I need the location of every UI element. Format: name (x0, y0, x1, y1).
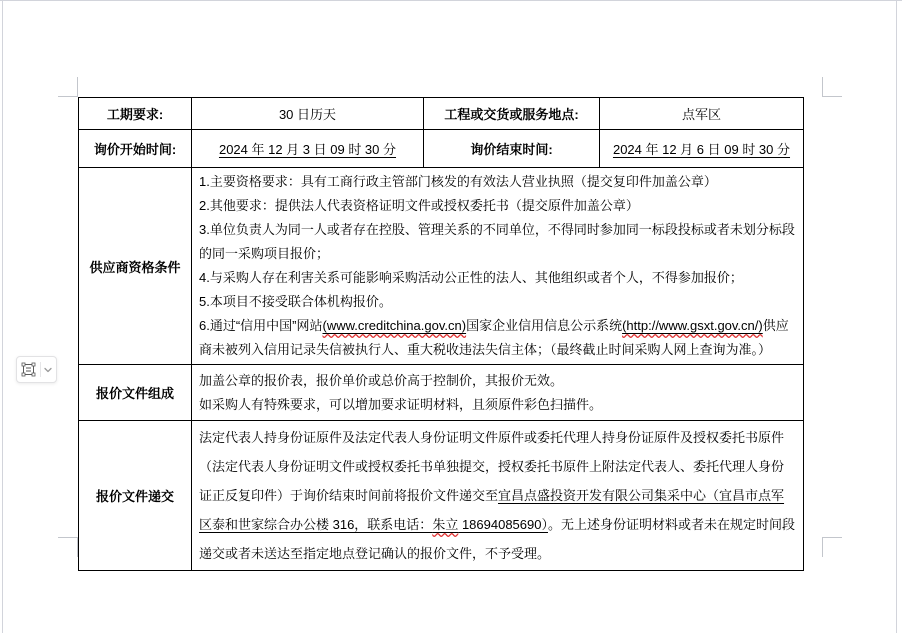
creditchina-url: (www.creditchina.gov.cn) (322, 318, 467, 333)
duration-value: 30 日历天 (192, 98, 424, 130)
qualification-item-5: 5.本项目不接受联合体机构报价。 (199, 294, 392, 309)
submission-content (192, 421, 804, 571)
creditchina-link (323, 318, 467, 333)
composition-label: 报价文件组成 (79, 365, 192, 421)
qualification-item-6 (199, 314, 796, 362)
qualification-item-1: 1.主要资格要求：具有工商行政主管部门核发的有效法人营业执照（提交复印件加盖公章） (199, 174, 717, 189)
qualification-item-2: 2.其他要求：提供法人代表资格证明文件或授权委托书（提交原件加盖公章） (199, 198, 639, 213)
location-label: 工程或交货或服务地点: (424, 98, 600, 130)
item6-middle: 国家企业信用信息公示系统 (466, 318, 623, 333)
inquiry-notice-table (78, 97, 804, 571)
inquiry-start-value (192, 130, 424, 168)
duration-label: 工期要求: (79, 98, 192, 130)
table-row (79, 421, 804, 571)
procurement-center-address: （宜昌市点军区泰和世家综合办公楼 316，联系电话： (199, 488, 785, 532)
text-boundary-mark-bottom-left (58, 537, 78, 557)
item6-suffix: 供应商未被列入信用记录失信被执行人、重大税收违法失信主体；（最终截止时间采购人网上查询为准。） (199, 318, 789, 357)
table-select-icon (20, 361, 37, 378)
inquiry-end-value (600, 130, 804, 168)
text-boundary-mark-top-left (58, 77, 78, 97)
contact-phone: 18694085690） (458, 517, 548, 532)
page-top-edge (0, 0, 902, 1)
table-row (79, 130, 804, 168)
inquiry-start-label: 询价开始时间: (79, 130, 192, 168)
text-boundary-mark-top-right (822, 77, 842, 97)
text-boundary-mark-bottom-right (822, 537, 842, 557)
composition-line-1: 加盖公章的报价表，报价单价或总价高于控制价，其报价无效。 (199, 372, 564, 388)
widget-divider (40, 362, 41, 377)
table-row (79, 365, 804, 421)
item6-prefix: 6.通过“信用中国”网站 (199, 318, 323, 333)
procurement-center-name: 宜昌点盛投资开发有限公司集采中心 (498, 488, 707, 503)
contact-name-underline (432, 517, 458, 532)
page-right-edge (896, 0, 897, 633)
table-row (79, 98, 804, 130)
gsxt-link (622, 318, 763, 333)
qualification-item-3: 3.单位负责人为同一人或者存在控股、管理关系的不同单位，不得同时参加同一标段投标或者未划分标段的同一采购项目报价； (199, 222, 795, 261)
chevron-down-icon[interactable] (43, 365, 53, 375)
inquiry-end-datetime: 2024 年 12 月 6 日 09 时 30 分 (612, 142, 791, 157)
submission-paragraph (199, 423, 796, 568)
gsxt-url: (http://www.gsxt.gov.cn/) (622, 318, 763, 333)
inquiry-start-datetime: 2024 年 12 月 3 日 09 时 30 分 (218, 142, 397, 157)
page-left-edge (2, 0, 3, 633)
qualification-content (192, 168, 804, 365)
location-value: 点军区 (600, 98, 804, 130)
qualification-item-4: 4.与采购人存在利害关系可能影响采购活动公正性的法人、其他组织或者个人，不得参加报价； (199, 270, 743, 285)
composition-content (192, 365, 804, 421)
submission-label: 报价文件递交 (79, 421, 192, 571)
inquiry-end-label: 询价结束时间: (424, 130, 600, 168)
submission-part1: 法定代表人持身份证原件及法定代表人身份证明文件原件或委托代理人持身份证原件及授权委托书原件（法定代表人身份证明文件或授权委托书单独提交，授权委托书原件上附法定代表人、委托代理人身份证正反复印件）于询价结束时间前将报价文件递交至 (199, 430, 785, 503)
contact-name: 朱立 (432, 517, 459, 532)
composition-line-2: 如采购人有特殊要求，可以增加要求证明材料，且须原件彩色扫描件。 (199, 396, 603, 412)
submission-part2: 。无上述身份证明材料或者未在规定时间段递交或者未送达至指定地点登记确认的报价文件，不予受理。 (199, 517, 795, 561)
table-select-button[interactable] (16, 356, 57, 383)
table-row (79, 168, 804, 365)
qualification-label: 供应商资格条件 (79, 168, 192, 365)
